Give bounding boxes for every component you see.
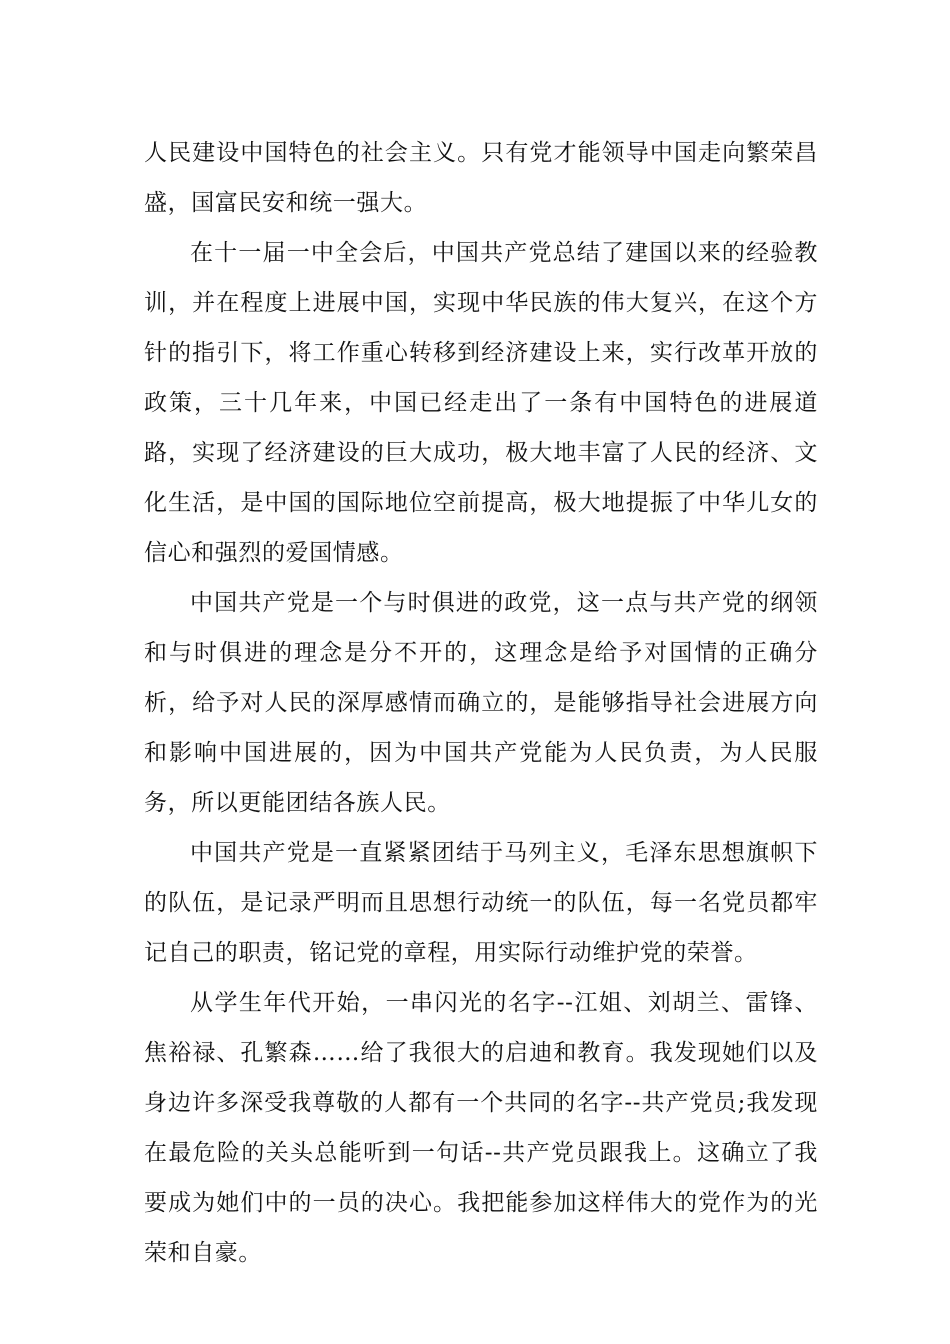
- paragraph-3: 中国共产党是一个与时俱进的政党，这一点与共产党的纲领和与时俱进的理念是分不开的，这理念是给予对国情的正确分析，给予对人民的深厚感情而确立的，是能够指导社会进展方向和影响中国进展的，因为中国共产党能为人民负责，为人民服务，所以更能团结各族人民。: [144, 590, 818, 816]
- paragraph-4: 中国共产党是一直紧紧团结于马列主义，毛泽东思想旗帜下的队伍，是记录严明而且思想行动统一的队伍，每一名党员都牢记自己的职责，铭记党的章程，用实际行动维护党的荣誉。: [144, 840, 818, 966]
- paragraph-5: 从学生年代开始，一串闪光的名字--江姐、刘胡兰、雷锋、焦裕禄、孔繁森……给了我很大的启迪和教育。我发现她们以及身边许多深受我尊敬的人都有一个共同的名字--共产党员;我发现在最危险的关头总能听到一句话--共产党员跟我上。这确立了我要成为她们中的一员的决心。我把能参加这样伟大的党作为的光荣和自豪。: [144, 990, 818, 1266]
- document-body: [144, 128, 818, 1278]
- paragraph-1: 人民建设中国特色的社会主义。只有党才能领导中国走向繁荣昌盛，国富民安和统一强大。: [144, 140, 818, 216]
- paragraph-2: 在十一届一中全会后，中国共产党总结了建国以来的经验教训，并在程度上进展中国，实现中华民族的伟大复兴，在这个方针的指引下，将工作重心转移到经济建设上来，实行改革开放的政策，三十几年来，中国已经走出了一条有中国特色的进展道路，实现了经济建设的巨大成功，极大地丰富了人民的经济、文化生活，是中国的国际地位空前提高，极大地提振了中华儿女的信心和强烈的爱国情感。: [144, 240, 818, 566]
